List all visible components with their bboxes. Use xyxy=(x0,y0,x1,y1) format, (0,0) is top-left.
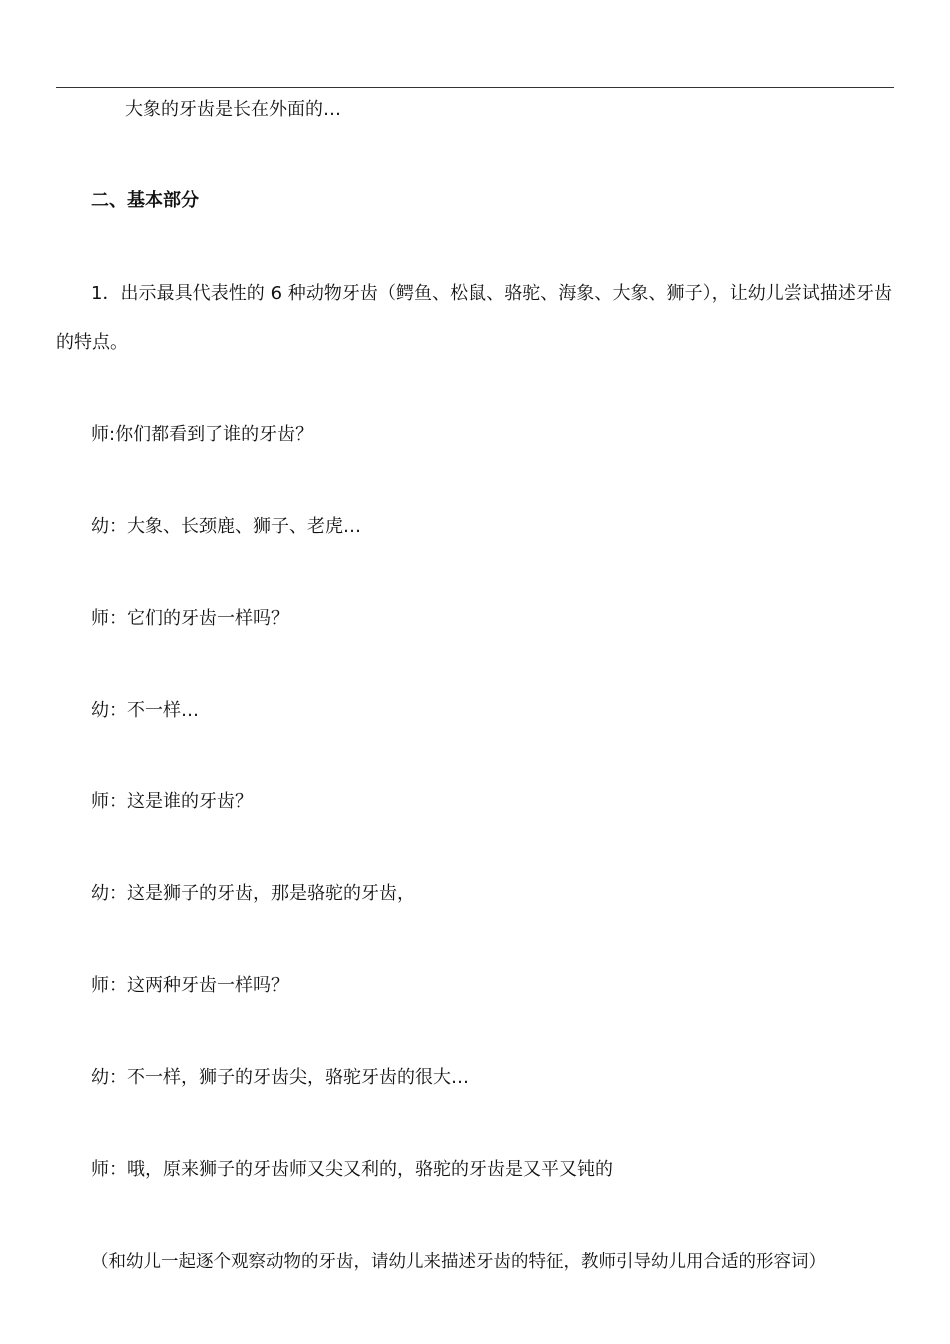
step-1-paragraph: 1．出示最具代表性的 6 种动物牙齿（鳄鱼、松鼠、骆驼、海象、大象、狮子），让幼儿尝试描述牙齿的特点。 xyxy=(56,283,892,353)
dialogue-line-5: 师：这是谁的牙齿？ xyxy=(91,791,253,812)
dialogue-line-3: 师：它们的牙齿一样吗？ xyxy=(91,608,289,629)
dialogue-line-8: 幼：不一样，狮子的牙齿尖，骆驼牙齿的很大… xyxy=(91,1067,469,1088)
dialogue-line-2: 幼：大象、长颈鹿、狮子、老虎… xyxy=(91,516,361,537)
dialogue-line-4: 幼：不一样… xyxy=(91,700,199,721)
dialogue-line-7: 师：这两种牙齿一样吗？ xyxy=(91,975,289,996)
dialogue-line-6: 幼：这是狮子的牙齿，那是骆驼的牙齿， xyxy=(91,883,415,904)
header-rule xyxy=(56,87,894,88)
intro-line: 大象的牙齿是长在外面的… xyxy=(125,99,341,120)
teacher-note: （和幼儿一起逐个观察动物的牙齿，请幼儿来描述牙齿的特征，教师引导幼儿用合适的形容词） xyxy=(91,1252,826,1272)
dialogue-line-1: 师:你们都看到了谁的牙齿？ xyxy=(91,424,314,445)
section-heading: 二、基本部分 xyxy=(91,190,199,211)
dialogue-line-9: 师：哦，原来狮子的牙齿师又尖又利的，骆驼的牙齿是又平又钝的 xyxy=(91,1159,613,1180)
